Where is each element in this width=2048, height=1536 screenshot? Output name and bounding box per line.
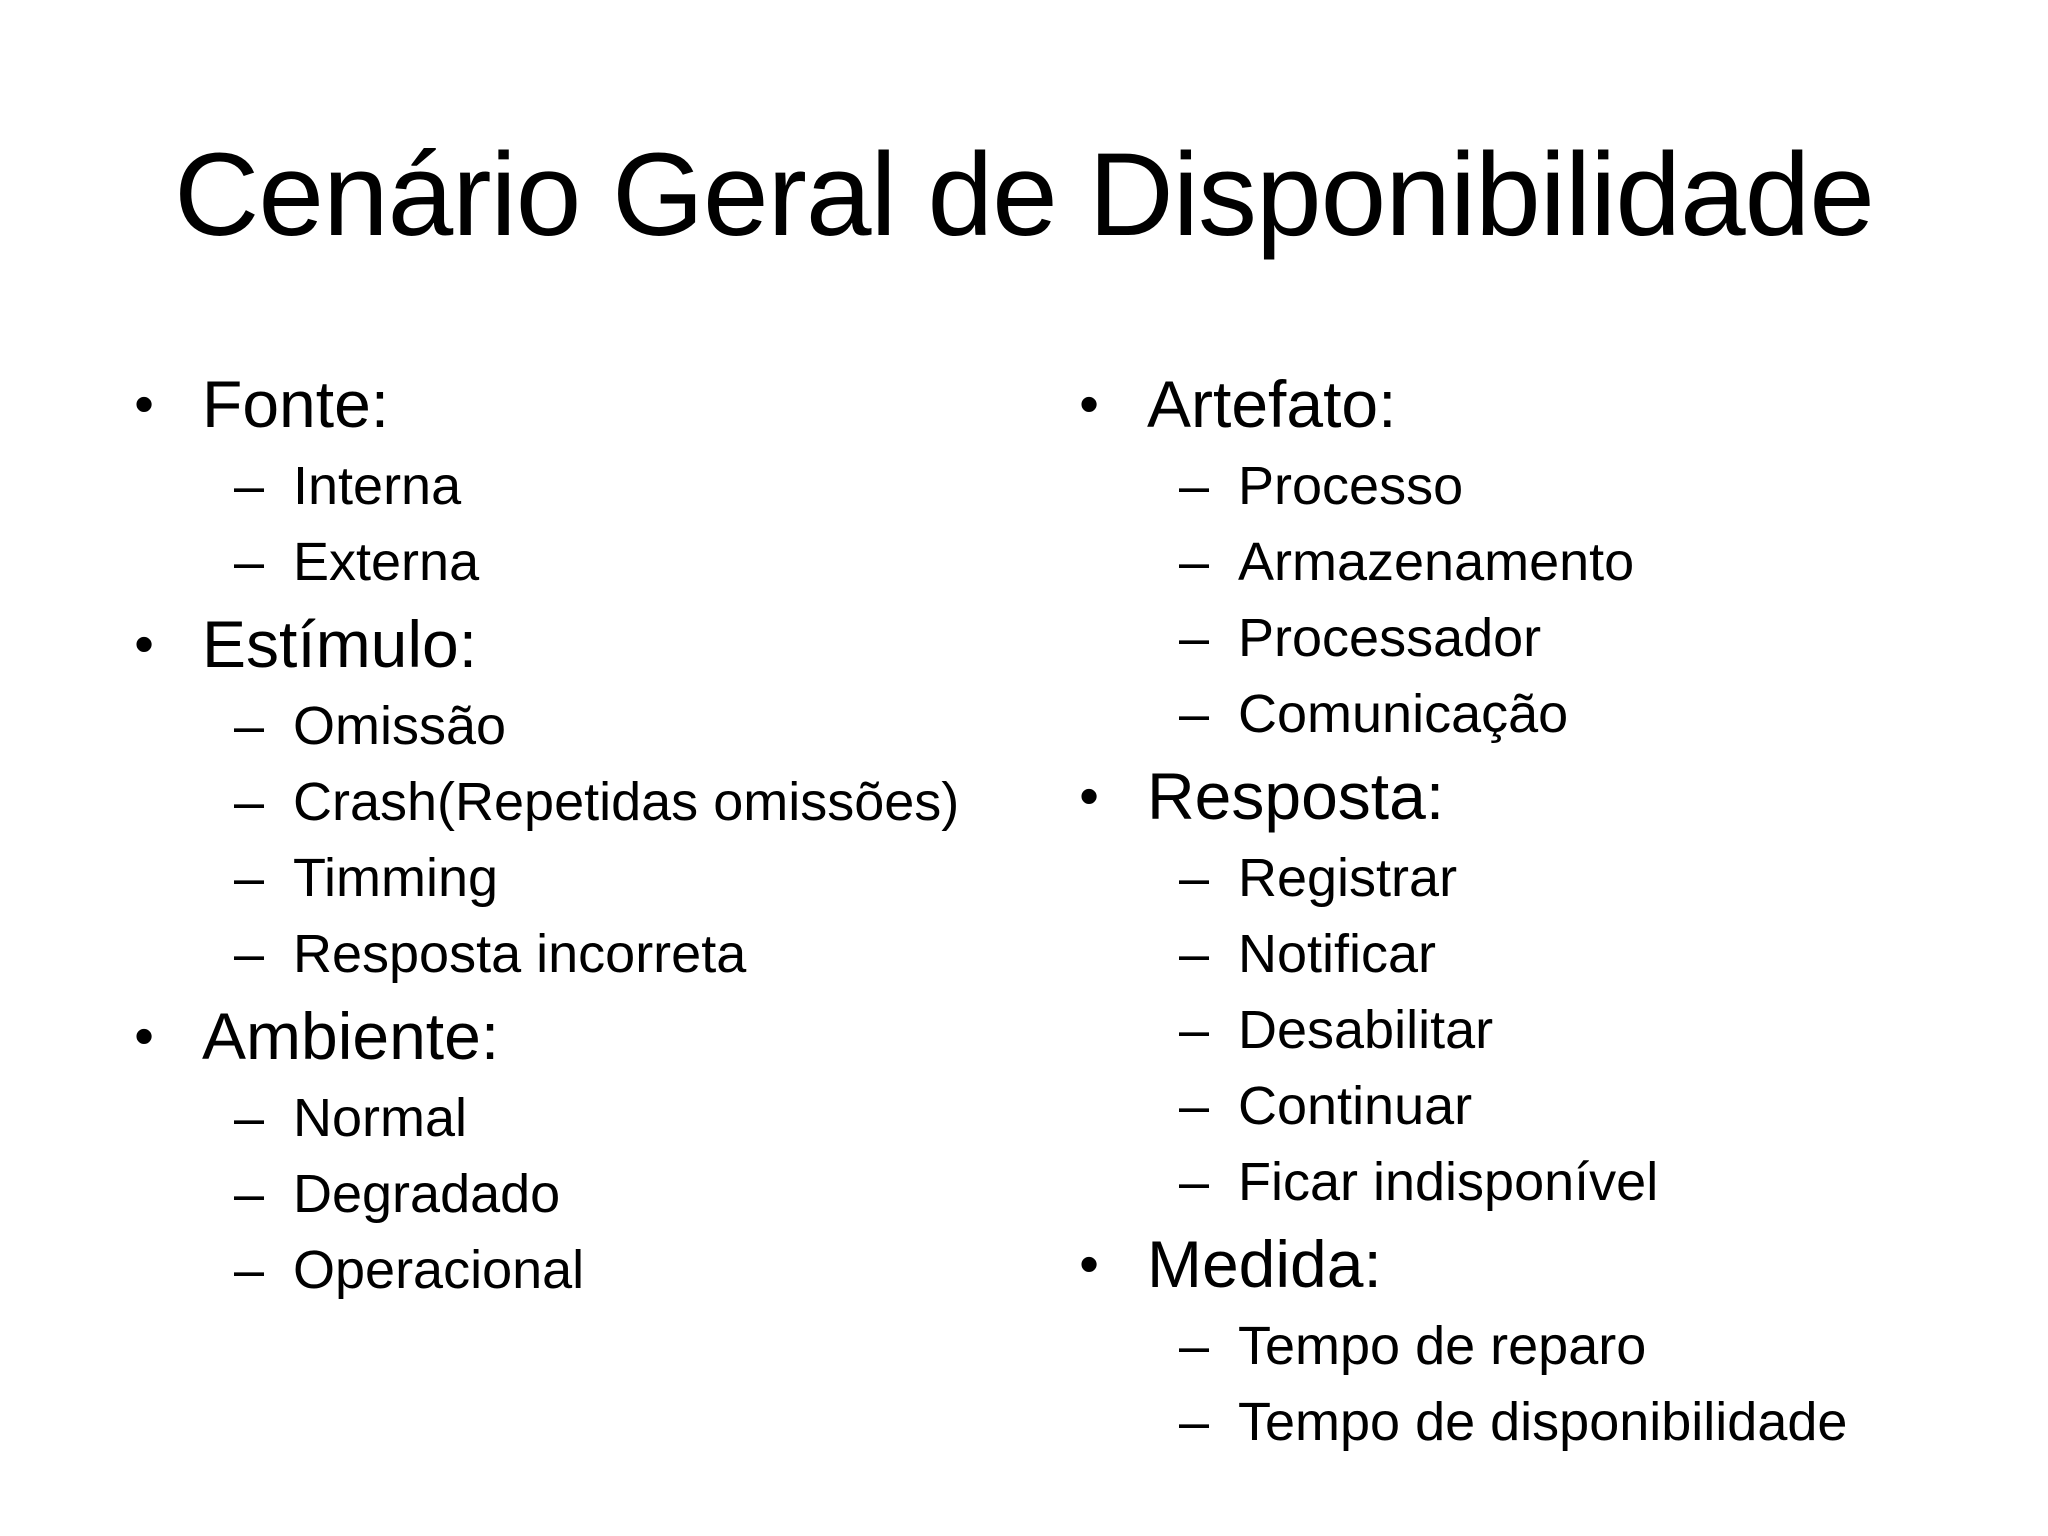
sub-item-label: Armazenamento — [1238, 532, 1635, 592]
dash-icon: – — [1178, 1152, 1210, 1212]
bullet-group-resposta — [1065, 752, 2025, 1220]
dash-icon: – — [233, 848, 265, 908]
dash-icon: – — [233, 772, 265, 832]
bullet-item — [120, 600, 1020, 688]
bullet-item — [1065, 360, 2025, 448]
sub-item-label: Timming — [293, 848, 499, 908]
dash-icon: – — [233, 532, 265, 592]
bullet-dot-icon: • — [1079, 1232, 1099, 1295]
bullet-item — [1065, 752, 2025, 840]
bullet-dot-icon: • — [1079, 764, 1099, 827]
bullet-label: Artefato: — [1147, 367, 1397, 441]
right-column — [1065, 360, 2025, 1460]
bullet-item — [1065, 1220, 2025, 1308]
sub-item-label: Degradado — [293, 1164, 561, 1224]
sub-item-label: Crash(Repetidas omissões) — [293, 772, 960, 832]
bullet-label: Fonte: — [202, 367, 390, 441]
bullet-item — [120, 992, 1020, 1080]
sub-item-label: Registrar — [1238, 848, 1458, 908]
sub-list — [120, 688, 1020, 992]
sub-item — [1065, 1384, 2025, 1460]
dash-icon: – — [233, 1240, 265, 1300]
sub-item-label: Tempo de reparo — [1238, 1316, 1647, 1376]
sub-list — [1065, 1308, 2025, 1460]
bullet-label: Resposta: — [1147, 759, 1445, 833]
sub-item — [120, 688, 1020, 764]
sub-item-label: Externa — [293, 532, 480, 592]
dash-icon: – — [1178, 1392, 1210, 1452]
sub-item — [1065, 1144, 2025, 1220]
dash-icon: – — [1178, 608, 1210, 668]
slide-title: Cenário Geral de Disponibilidade — [174, 129, 1874, 261]
bullet-group-fonte — [120, 360, 1020, 600]
sub-item — [1065, 916, 2025, 992]
sub-item-label: Operacional — [293, 1240, 585, 1300]
sub-item — [120, 1080, 1020, 1156]
sub-item-label: Processo — [1238, 456, 1464, 516]
dash-icon: – — [1178, 924, 1210, 984]
dash-icon: – — [1178, 532, 1210, 592]
bullet-label: Ambiente: — [202, 999, 500, 1073]
bullet-dot-icon: • — [134, 612, 154, 675]
sub-item-label: Processador — [1238, 608, 1542, 668]
sub-item — [1065, 524, 2025, 600]
sub-item — [1065, 1068, 2025, 1144]
dash-icon: – — [233, 924, 265, 984]
sub-item — [120, 448, 1020, 524]
sub-item-label: Notificar — [1238, 924, 1437, 984]
sub-item-label: Desabilitar — [1238, 1000, 1494, 1060]
dash-icon: – — [1178, 456, 1210, 516]
bullet-group-medida — [1065, 1220, 2025, 1460]
dash-icon: – — [1178, 1076, 1210, 1136]
sub-list — [120, 448, 1020, 600]
bullet-group-estimulo — [120, 600, 1020, 992]
dash-icon: – — [1178, 684, 1210, 744]
bullet-dot-icon: • — [134, 372, 154, 435]
dash-icon: – — [233, 1164, 265, 1224]
sub-item — [1065, 840, 2025, 916]
sub-item — [1065, 676, 2025, 752]
sub-item-label: Resposta incorreta — [293, 924, 747, 984]
bullet-dot-icon: • — [1079, 372, 1099, 435]
dash-icon: – — [233, 1088, 265, 1148]
sub-item-label: Omissão — [293, 696, 507, 756]
sub-item — [120, 1232, 1020, 1308]
sub-item-label: Tempo de disponibilidade — [1238, 1392, 1848, 1452]
dash-icon: – — [1178, 848, 1210, 908]
bullet-group-artefato — [1065, 360, 2025, 752]
bullet-item — [120, 360, 1020, 448]
sub-item — [1065, 992, 2025, 1068]
bullet-group-ambiente — [120, 992, 1020, 1308]
sub-item — [120, 764, 1020, 840]
sub-item — [1065, 448, 2025, 524]
sub-list — [120, 1080, 1020, 1308]
dash-icon: – — [1178, 1316, 1210, 1376]
sub-item-label: Ficar indisponível — [1238, 1152, 1659, 1212]
sub-item — [1065, 1308, 2025, 1384]
sub-item-label: Continuar — [1238, 1076, 1473, 1136]
bullet-dot-icon: • — [134, 1004, 154, 1067]
sub-item-label: Interna — [293, 456, 462, 516]
sub-item-label: Comunicação — [1238, 684, 1569, 744]
sub-item — [120, 1156, 1020, 1232]
dash-icon: – — [233, 696, 265, 756]
left-column — [120, 360, 1020, 1308]
sub-item — [120, 524, 1020, 600]
dash-icon: – — [1178, 1000, 1210, 1060]
bullet-label: Medida: — [1147, 1227, 1382, 1301]
sub-item-label: Normal — [293, 1088, 468, 1148]
bullet-label: Estímulo: — [202, 607, 478, 681]
sub-item — [120, 840, 1020, 916]
dash-icon: – — [233, 456, 265, 516]
sub-list — [1065, 448, 2025, 752]
sub-list — [1065, 840, 2025, 1220]
sub-item — [120, 916, 1020, 992]
sub-item — [1065, 600, 2025, 676]
